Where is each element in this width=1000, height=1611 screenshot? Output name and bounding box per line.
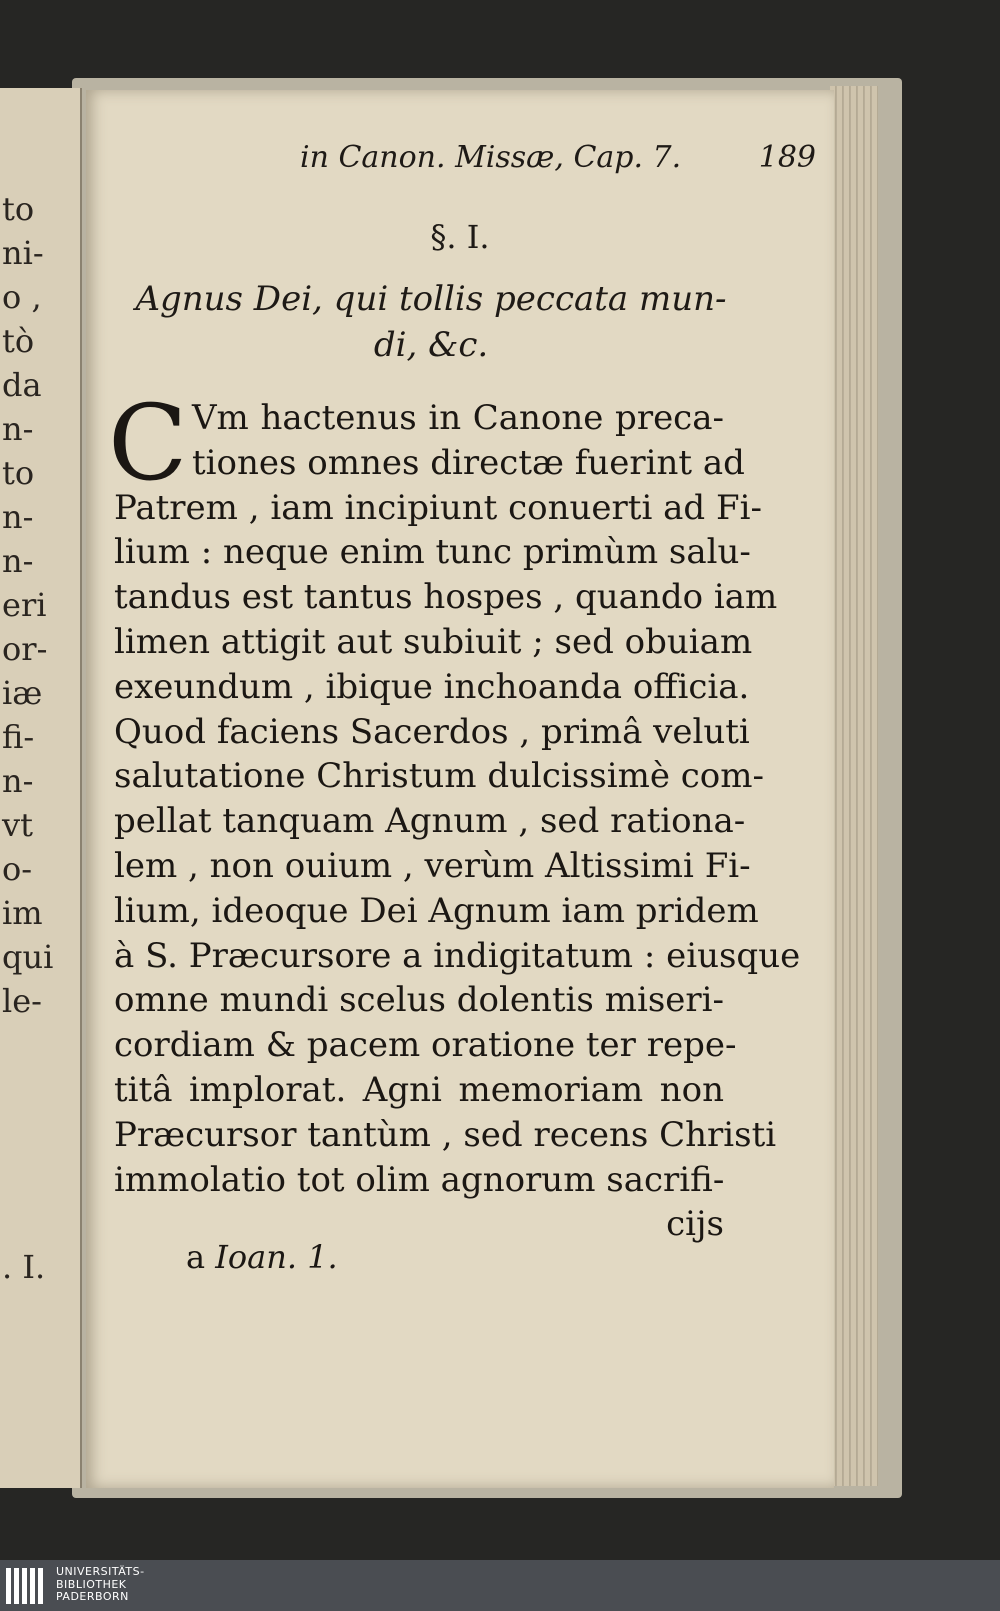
left-page-fragment: vt bbox=[2, 806, 33, 844]
text-line: tandus est tantus hospes , quando iam bbox=[114, 577, 778, 618]
section-heading bbox=[126, 276, 736, 368]
section-mark: §. I. bbox=[430, 218, 490, 256]
text-line: lium, ideoque Dei Agnum iam pridem bbox=[114, 890, 759, 931]
text-line: cijs bbox=[666, 1204, 724, 1245]
text-line: Præcursor tantùm , sed recens Christi bbox=[114, 1114, 777, 1155]
left-page-fragment: n- bbox=[2, 542, 34, 580]
left-page bbox=[0, 88, 82, 1488]
left-page-fragment: n- bbox=[2, 498, 34, 536]
left-page-fragment: tò bbox=[2, 322, 35, 360]
library-logo-icon bbox=[6, 1568, 46, 1604]
left-page-fragment: to bbox=[2, 190, 35, 228]
logo-line: BIBLIOTHEK bbox=[56, 1577, 127, 1591]
logo-line: PADERBORN bbox=[56, 1590, 129, 1603]
library-footer bbox=[0, 1560, 1000, 1611]
text-line: limen attigit aut subiuit ; sed obuiam bbox=[114, 621, 753, 662]
text-line: Vm hactenus in Canone preca- bbox=[192, 398, 724, 438]
marginal-note bbox=[186, 1238, 338, 1276]
text-line: pellat tanquam Agnum , sed rationa- bbox=[114, 801, 746, 842]
left-page-fragment: or- bbox=[2, 630, 48, 668]
text-line: Patrem , iam incipiunt conuerti ad Fi- bbox=[114, 487, 762, 528]
text-line: Quod faciens Sacerdos , primâ veluti bbox=[114, 711, 750, 752]
left-page-fragment: n- bbox=[2, 410, 34, 448]
left-page-fragment: iæ bbox=[2, 674, 43, 712]
left-page-fragment: o- bbox=[2, 850, 33, 888]
text-line: lium : neque enim tunc primùm salu- bbox=[114, 532, 751, 573]
library-logo-text bbox=[56, 1566, 145, 1604]
page-header bbox=[206, 140, 816, 184]
body-text bbox=[108, 382, 801, 1247]
text-line: omne mundi scelus dolentis miseri- bbox=[114, 980, 724, 1021]
text-line: titâ implorat. Agni memoriam non bbox=[114, 1069, 724, 1110]
text-line: à S. Præcursore a indigitatum : eiusque bbox=[114, 935, 801, 976]
left-page-fragment: da bbox=[2, 366, 42, 404]
drop-cap: C bbox=[108, 382, 188, 504]
left-page-fragment: ni- bbox=[2, 234, 44, 272]
left-page-fragment: n- bbox=[2, 762, 34, 800]
text-line: exeundum , ibique inchoanda officia. bbox=[114, 666, 750, 707]
running-head: in Canon. Missæ, Cap. 7. bbox=[300, 140, 682, 175]
text-line: salutatione Christum dulcissimè com- bbox=[114, 756, 764, 797]
text-line: tiones omnes directæ fuerint ad bbox=[192, 442, 745, 483]
heading-line: di, &c. bbox=[373, 325, 489, 365]
left-page-fragment: qui bbox=[2, 938, 54, 976]
text-line: lem , non ouium , verùm Altissimi Fi- bbox=[114, 845, 751, 886]
left-page-fragment: to bbox=[2, 454, 35, 492]
text-line: cordiam & pacem oratione ter repe- bbox=[114, 1025, 737, 1066]
page-number: 189 bbox=[758, 140, 816, 175]
right-page bbox=[86, 90, 834, 1488]
left-page-fragment: fi- bbox=[2, 718, 35, 756]
left-page-fragment: eri bbox=[2, 586, 47, 624]
left-page-fragment: . I. bbox=[2, 1248, 46, 1286]
text-line: immolatio tot olim agnorum sacrifi- bbox=[114, 1159, 725, 1200]
left-page-fragment: le- bbox=[2, 982, 42, 1020]
left-page-fragment: o , bbox=[2, 278, 42, 316]
left-page-fragment: im bbox=[2, 894, 43, 932]
marginal-letter: a bbox=[186, 1238, 206, 1276]
marginal-reference: Ioan. 1. bbox=[215, 1238, 338, 1276]
logo-line: UNIVERSITÄTS- bbox=[56, 1565, 145, 1578]
heading-line: Agnus Dei, qui tollis peccata mun- bbox=[135, 279, 727, 319]
page-edges bbox=[830, 86, 878, 1486]
